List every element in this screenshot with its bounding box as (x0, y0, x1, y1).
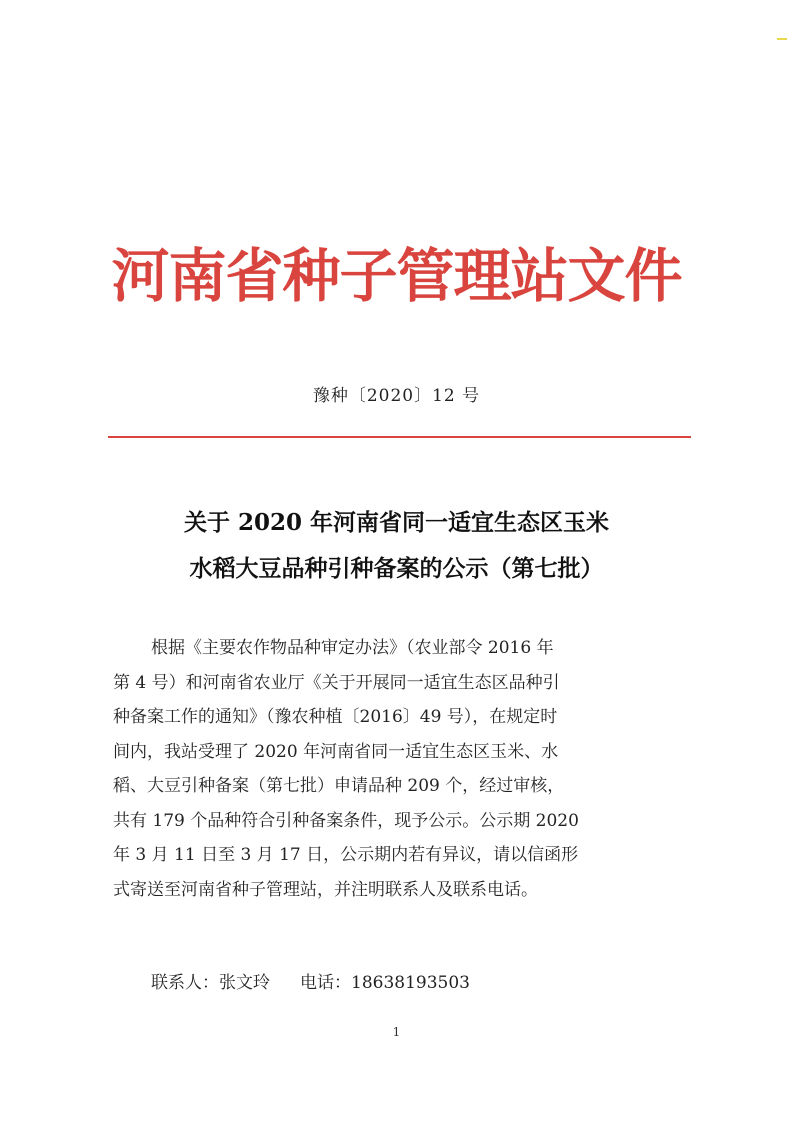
contact-phone: 电话：18638193503 (300, 973, 470, 993)
page-number: 1 (392, 1025, 401, 1039)
body-line: 间内，我站受理了 2020 年河南省同一适宜生态区玉米、水 (113, 741, 559, 762)
corner-scan-mark (777, 38, 787, 40)
title-line-1: 关于 2020 年河南省同一适宜生态区玉米 (183, 509, 610, 536)
red-divider-line (108, 436, 691, 438)
contact-person: 联系人：张文玲 (151, 973, 270, 993)
document-masthead: 河南省种子管理站文件 (111, 242, 682, 310)
body-line: 种备案工作的通知》（豫农种植〔2016〕49 号），在规定时 (113, 707, 558, 727)
body-line: 第 4 号）和河南省农业厅《关于开展同一适宜生态区品种引 (113, 672, 560, 693)
body-line: 根据《主要农作物品种审定办法》（农业部令 2016 年 (151, 638, 554, 658)
body-line: 稻、大豆引种备案（第七批）申请品种 209 个，经过审核， (113, 776, 565, 796)
contact-info (151, 966, 470, 1000)
body-line: 共有 179 个品种符合引种备案条件，现予公示。公示期 2020 (113, 810, 579, 831)
document-number: 豫种〔2020〕12 号 (312, 386, 481, 406)
title-line-2: 水稻大豆品种引种备案的公示（第七批） (189, 555, 604, 582)
body-paragraph (113, 631, 661, 907)
body-line: 式寄送至河南省种子管理站，并注明联系人及联系电话。 (113, 879, 538, 900)
document-title (80, 500, 713, 592)
body-line: 年 3 月 11 日至 3 月 17 日，公示期内若有异议，请以信函形 (113, 845, 579, 865)
